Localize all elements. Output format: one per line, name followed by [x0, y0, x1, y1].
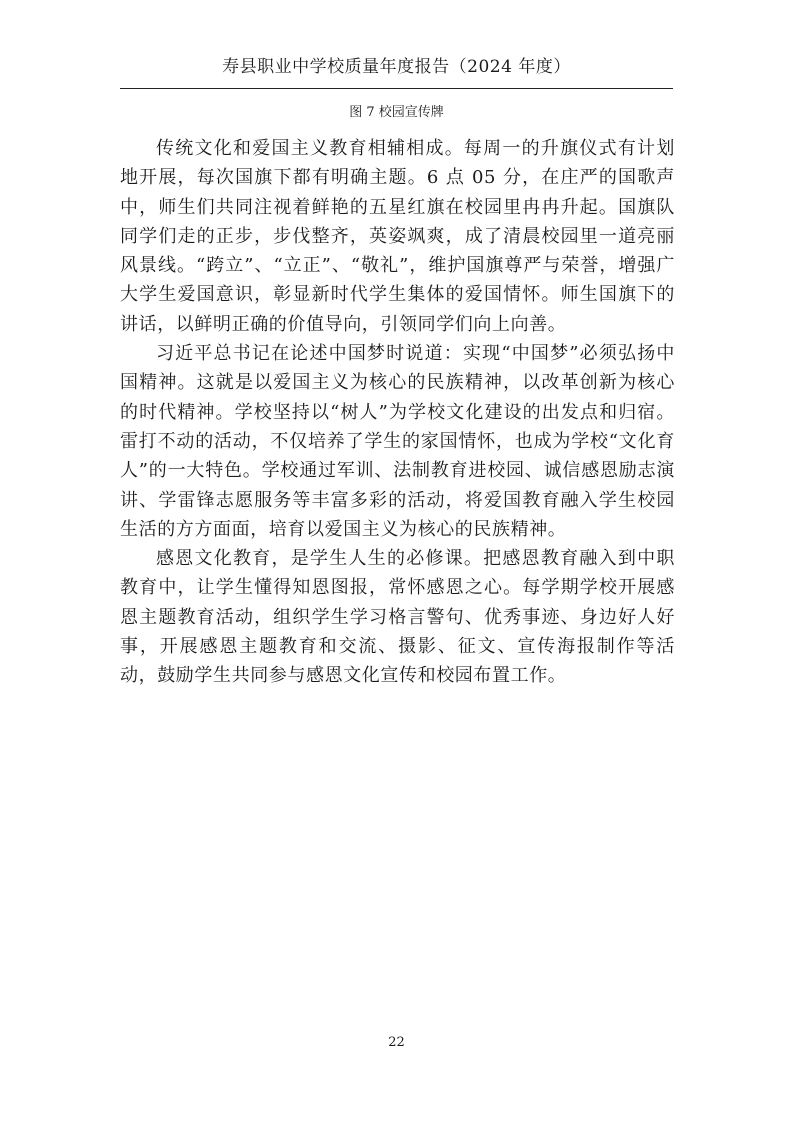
body-text — [120, 134, 675, 691]
paragraph-chinese-dream: 习近平总书记在论述中国梦时说道：实现“中国梦”必须弘扬中国精神。这就是以爱国主义为核心的民族精神，以改革创新为核心的时代精神。学校坚持以“树人”为学校文化建设的出发点和归宿。雷打不动的活动，不仅培养了学生的家国情怀，也成为学校“文化育人”的一大特色。学校通过军训、法制教育进校园、诚信感恩励志演讲、学雷锋志愿服务等丰富多彩的活动，将爱国教育融入学生校园生活的方方面面，培育以爱国主义为核心的民族精神。 — [120, 343, 675, 540]
page-header: 寿县职业中学校质量年度报告（2024 年度） — [222, 57, 571, 77]
header-divider — [120, 88, 673, 89]
paragraph-gratitude-education: 感恩文化教育，是学生人生的必修课。把感恩教育融入到中职教育中，让学生懂得知恩图报，常怀感恩之心。每学期学校开展感恩主题教育活动，组织学生学习格言警句、优秀事迹、身边好人好事，开展感恩主题教育和交流、摄影、征文、宣传海报制作等活动，鼓励学生共同参与感恩文化宣传和校园布置工作。 — [120, 548, 675, 687]
page-number: 22 — [388, 1035, 405, 1050]
figure-caption: 图 7 校园宣传牌 — [349, 105, 444, 120]
paragraph-patriotic-education: 传统文化和爱国主义教育相辅相成。每周一的升旗仪式有计划地开展，每次国旗下都有明确主题。6 点 05 分，在庄严的国歌声中，师生们共同注视着鲜艳的五星红旗在校园里冉冉升起。国旗队同学们走的正步，步伐整齐，英姿飒爽，成了清晨校园里一道亮丽风景线。“跨立”、“立正”、“敬礼”，维护国旗尊严与荣誉，增强广大学生爱国意识，彰显新时代学生集体的爱国情怀。师生国旗下的讲话，以鲜明正确的价值导向，引领同学们向上向善。 — [120, 138, 675, 335]
